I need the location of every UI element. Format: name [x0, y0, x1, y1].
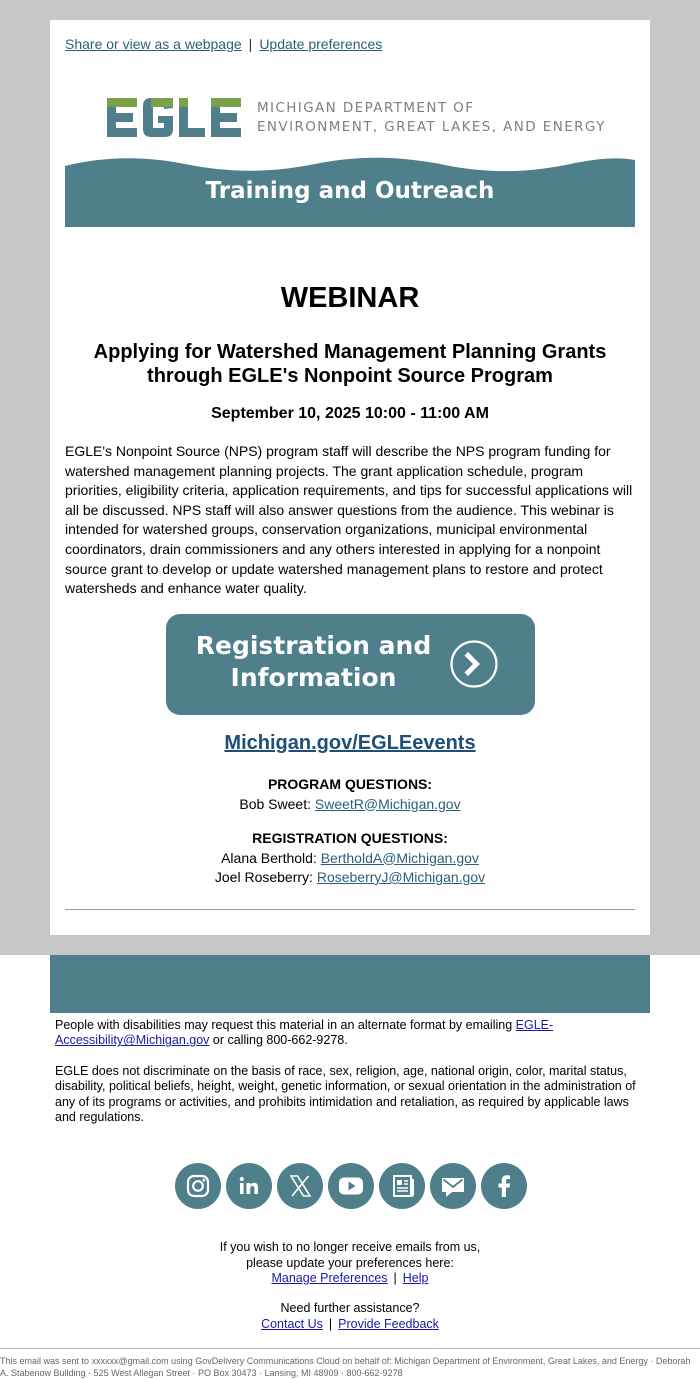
link-separator: |	[328, 1316, 333, 1331]
divider	[65, 909, 635, 910]
top-links	[65, 36, 382, 52]
social-icons	[175, 1163, 535, 1209]
newsletter-icon[interactable]	[379, 1163, 425, 1209]
link-separator: |	[393, 1271, 397, 1285]
contact-us-link[interactable]: Contact Us	[261, 1316, 323, 1331]
assistance-heading: Need further assistance?	[280, 1301, 420, 1315]
event-description: EGLE's Nonpoint Source (NPS) program staff will describe the NPS program funding for watershed management planning projects. The grant application schedule, program priorities, eligibility criteria, application requirements, and tips for successful applications will all be discussed. NPS staff will also answer questions from the audience. This webinar is intended for watershed groups, conservation organizations, municipal environmental coordinators, drain commissioners and any others interested in applying for a nonpoint source grant to develop or update watershed management plans to restore and protect watersheds and enhance water quality.	[65, 443, 633, 597]
assistance-block	[0, 1301, 700, 1332]
view-as-webpage-link[interactable]: Share or view as a webpage	[65, 36, 242, 52]
department-line-1: MICHIGAN DEPARTMENT OF	[257, 100, 475, 116]
contact-line	[50, 795, 650, 815]
event-title: Applying for Watershed Management Planning Grants through EGLE's Nonpoint Source Program	[93, 341, 607, 387]
registration-questions-heading: REGISTRATION QUESTIONS:	[252, 830, 448, 846]
registration-button-label	[191, 630, 436, 694]
email-icon[interactable]	[430, 1163, 476, 1209]
events-link-block	[50, 732, 650, 755]
accessibility-email-link[interactable]: EGLE-Accessibility@Michigan.gov	[55, 1018, 554, 1048]
unsubscribe-line-1: If you wish to no longer receive emails from us,	[219, 1240, 481, 1254]
event-date: September 10, 2025 10:00 - 11:00 AM	[211, 405, 489, 422]
egle-wordmark-icon	[107, 98, 242, 138]
accessibility-phone-text: or calling 800-662-9278.	[209, 1033, 348, 1048]
contact-name: Alana Berthold:	[221, 849, 317, 866]
department-line-2: ENVIRONMENT, GREAT LAKES, AND ENERGY	[257, 119, 606, 135]
linkedin-icon[interactable]	[226, 1163, 272, 1209]
youtube-icon[interactable]	[328, 1163, 374, 1209]
manage-preferences-link[interactable]: Manage Preferences	[271, 1271, 388, 1285]
link-separator: |	[248, 36, 253, 52]
provide-feedback-link[interactable]: Provide Feedback	[338, 1316, 439, 1331]
sent-notice: This email was sent to xxxxxx@gmail.com using GovDelivery Communications Cloud on behalf of: Michigan Department of Environment, Great Lakes, and Energy · Deborah A. Stabenow Building · 525 West Allegan Street · PO Box 30473 · Lansing, MI 48909 · 800-662-9278	[0, 1356, 691, 1378]
update-preferences-link[interactable]: Update preferences	[259, 36, 383, 52]
nondiscrimination-notice: EGLE does not discriminate on the basis of race, sex, religion, age, national origin, color, marital status, disability, political beliefs, height, weight, genetic information, or sexual orientation in the administration of any of its programs or activities, and prohibits intimidation and retaliation, as required by applicable laws and regulations.	[55, 1064, 636, 1125]
contact-email-link[interactable]: BertholdA@Michigan.gov	[320, 849, 479, 866]
program-questions	[50, 775, 650, 814]
egle-events-link[interactable]: Michigan.gov/EGLEevents	[224, 732, 476, 754]
contact-line	[50, 849, 650, 869]
contact-name: Bob Sweet:	[239, 795, 311, 812]
registration-button-line-2: Information	[230, 663, 397, 692]
email-card	[50, 20, 650, 935]
help-link[interactable]: Help	[402, 1271, 429, 1285]
registration-button-line-1: Registration and	[195, 631, 432, 660]
egle-logo	[107, 98, 607, 138]
registration-button[interactable]	[166, 614, 535, 715]
contact-email-link[interactable]: RoseberryJ@Michigan.gov	[316, 869, 486, 885]
contact-line	[50, 868, 650, 888]
registration-questions	[50, 829, 650, 888]
webinar-heading: WEBINAR	[280, 282, 420, 314]
x-icon[interactable]	[277, 1163, 323, 1209]
unsubscribe-links	[0, 1271, 700, 1287]
chevron-right-circle-icon	[449, 639, 499, 689]
department-name	[257, 99, 606, 137]
unsubscribe-line-2: please update your preferences here:	[246, 1255, 454, 1270]
accessibility-notice	[55, 1018, 647, 1049]
assistance-links	[0, 1317, 700, 1333]
banner-title: Training and Outreach	[205, 178, 495, 204]
unsubscribe-block	[0, 1240, 700, 1287]
instagram-icon[interactable]	[175, 1163, 221, 1209]
facebook-icon[interactable]	[481, 1163, 527, 1209]
accessibility-text: People with disabilities may request this material in an alternate format by emailing	[55, 1018, 516, 1032]
footer-color-bar	[50, 955, 650, 1013]
program-questions-heading: PROGRAM QUESTIONS:	[267, 776, 433, 792]
footer-divider	[0, 1348, 700, 1349]
contact-name: Joel Roseberry:	[214, 869, 313, 885]
contact-email-link[interactable]: SweetR@Michigan.gov	[314, 795, 461, 812]
training-banner	[65, 156, 635, 227]
